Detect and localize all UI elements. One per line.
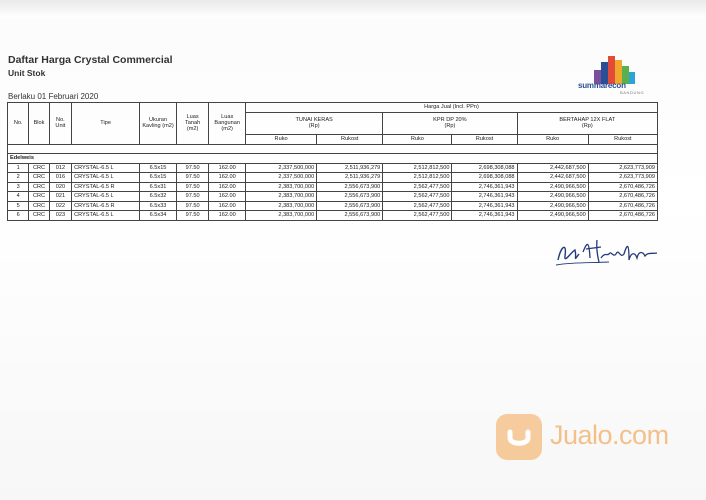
- cell-tipe: CRYSTAL-6.5 L: [72, 173, 140, 183]
- cell-bert-rukost: 2,670,486,726: [588, 201, 657, 211]
- header-no-unit: No. Unit: [49, 103, 71, 145]
- cell-bert-rukost: 2,670,486,726: [588, 182, 657, 192]
- jualo-watermark-text: Jualo.com: [550, 420, 669, 450]
- cell-bangunan: 162.00: [209, 173, 246, 183]
- cell-kpr-ruko: 2,512,812,500: [383, 163, 452, 173]
- header-kpr-rukost: Rukost: [452, 134, 517, 144]
- cell-bangunan: 162.00: [209, 211, 246, 221]
- cell-tunai-ruko: 2,383,700,000: [245, 182, 316, 192]
- signature-icon: [553, 232, 663, 272]
- cell-kpr-ruko: 2,512,812,500: [383, 173, 452, 183]
- price-table-body: [8, 144, 658, 220]
- group-label: Edelweis: [8, 154, 658, 164]
- cell-tipe: CRYSTAL-6.5 L: [72, 211, 140, 221]
- cell-ukuran: 6.5x33: [140, 201, 177, 211]
- cell-unit: 021: [49, 192, 71, 202]
- cell-tipe: CRYSTAL-6.5 R: [72, 201, 140, 211]
- table-row: [8, 192, 658, 202]
- cell-ukuran: 6.5x15: [140, 173, 177, 183]
- cell-kpr-rukost: 2,746,361,943: [452, 211, 517, 221]
- cell-no: 2: [8, 173, 29, 183]
- cell-unit: 022: [49, 201, 71, 211]
- cell-tunai-ruko: 2,383,700,000: [245, 211, 316, 221]
- jualo-smile-icon: [496, 414, 542, 460]
- cell-tipe: CRYSTAL-6.5 R: [72, 182, 140, 192]
- cell-kpr-ruko: 2,562,477,500: [383, 192, 452, 202]
- cell-blok: CRC: [29, 201, 49, 211]
- cell-ukuran: 6.5x32: [140, 192, 177, 202]
- cell-bert-rukost: 2,623,773,909: [588, 173, 657, 183]
- logo-brand: summarecon: [578, 81, 626, 90]
- cell-bangunan: 162.00: [209, 201, 246, 211]
- cell-tanah: 97.50: [176, 201, 209, 211]
- cell-kpr-rukost: 2,746,361,943: [452, 192, 517, 202]
- cell-bert-rukost: 2,670,486,726: [588, 192, 657, 202]
- header-bertahap-rukost: Rukost: [588, 134, 657, 144]
- cell-no: 4: [8, 192, 29, 202]
- cell-ukuran: 6.5x15: [140, 163, 177, 173]
- cell-bangunan: 162.00: [209, 163, 246, 173]
- cell-tanah: 97.50: [176, 192, 209, 202]
- header-tunai: [245, 112, 382, 134]
- cell-ukuran: 6.5x34: [140, 211, 177, 221]
- cell-tunai-ruko: 2,337,500,000: [245, 163, 316, 173]
- cell-ukuran: 6.5x31: [140, 182, 177, 192]
- header-ukuran: Ukuran Kavling (m2): [140, 103, 177, 145]
- table-row: [8, 163, 658, 173]
- header-tunai-unit: (Rp): [308, 123, 320, 129]
- cell-bert-rukost: 2,670,486,726: [588, 211, 657, 221]
- cell-bert-ruko: 2,490,966,500: [517, 211, 588, 221]
- header-bertahap-unit: (Rp): [581, 123, 593, 129]
- header-no: No.: [8, 103, 29, 145]
- document-subtitle: Unit Stok: [8, 68, 46, 78]
- cell-tunai-rukost: 2,511,936,279: [317, 173, 383, 183]
- cell-blok: CRC: [29, 211, 49, 221]
- cell-unit: 012: [49, 163, 71, 173]
- cell-blok: CRC: [29, 173, 49, 183]
- cell-bert-ruko: 2,490,966,500: [517, 192, 588, 202]
- table-row: [8, 173, 658, 183]
- cell-tunai-rukost: 2,511,936,279: [317, 163, 383, 173]
- cell-no: 1: [8, 163, 29, 173]
- header-harga-jual: Harga Jual (Incl. PPn): [245, 103, 657, 113]
- cell-tunai-rukost: 2,556,673,900: [317, 211, 383, 221]
- logo-location: BANDUNG: [620, 90, 645, 95]
- header-kpr-label: KPR DP 20%: [433, 116, 467, 123]
- header-bertahap: [517, 112, 657, 134]
- table-row: [8, 211, 658, 221]
- cell-kpr-rukost: 2,698,308,088: [452, 173, 517, 183]
- cell-tanah: 97.50: [176, 173, 209, 183]
- header-kpr: [383, 112, 517, 134]
- cell-blok: CRC: [29, 182, 49, 192]
- effective-date: Berlaku 01 Februari 2020: [8, 92, 99, 101]
- header-tunai-ruko: Ruko: [245, 134, 316, 144]
- cell-unit: 020: [49, 182, 71, 192]
- cell-tipe: CRYSTAL-6.5 L: [72, 163, 140, 173]
- cell-tanah: 97.50: [176, 211, 209, 221]
- group-row: [8, 154, 658, 164]
- cell-no: 5: [8, 201, 29, 211]
- scan-shadow: [0, 0, 706, 18]
- price-table: [7, 102, 658, 221]
- cell-tanah: 97.50: [176, 163, 209, 173]
- table-row: [8, 182, 658, 192]
- cell-tunai-ruko: 2,337,500,000: [245, 173, 316, 183]
- cell-unit: 023: [49, 211, 71, 221]
- document-title: Daftar Harga Crystal Commercial: [8, 54, 173, 66]
- header-tunai-rukost: Rukost: [317, 134, 383, 144]
- header-luas-tanah: Luas Tanah (m2): [176, 103, 209, 145]
- cell-kpr-ruko: 2,562,477,500: [383, 182, 452, 192]
- cell-tunai-ruko: 2,383,700,000: [245, 192, 316, 202]
- cell-bangunan: 162.00: [209, 192, 246, 202]
- cell-blok: CRC: [29, 163, 49, 173]
- cell-tunai-ruko: 2,383,700,000: [245, 201, 316, 211]
- cell-bert-ruko: 2,490,966,500: [517, 182, 588, 192]
- cell-kpr-ruko: 2,562,477,500: [383, 201, 452, 211]
- cell-bert-ruko: 2,442,687,500: [517, 173, 588, 183]
- cell-bert-ruko: 2,442,687,500: [517, 163, 588, 173]
- table-row: [8, 201, 658, 211]
- cell-no: 3: [8, 182, 29, 192]
- header-luas-bangunan: Luas Bangunan (m2): [209, 103, 246, 145]
- cell-unit: 016: [49, 173, 71, 183]
- cell-no: 6: [8, 211, 29, 221]
- header-tunai-label: TUNAI KERAS: [295, 116, 333, 123]
- cell-tunai-rukost: 2,556,673,900: [317, 192, 383, 202]
- cell-bangunan: 162.00: [209, 182, 246, 192]
- cell-tunai-rukost: 2,556,673,900: [317, 201, 383, 211]
- jualo-watermark: [496, 414, 676, 462]
- header-tipe: Tipe: [72, 103, 140, 145]
- cell-bert-ruko: 2,490,966,500: [517, 201, 588, 211]
- header-kpr-unit: (Rp): [444, 123, 456, 129]
- cell-blok: CRC: [29, 192, 49, 202]
- cell-tanah: 97.50: [176, 182, 209, 192]
- cell-tipe: CRYSTAL-6.5 L: [72, 192, 140, 202]
- cell-kpr-rukost: 2,698,308,088: [452, 163, 517, 173]
- spacer-row: [8, 144, 658, 154]
- cell-tunai-rukost: 2,556,673,900: [317, 182, 383, 192]
- header-blok: Blok: [29, 103, 49, 145]
- cell-kpr-ruko: 2,562,477,500: [383, 211, 452, 221]
- cell-bert-rukost: 2,623,773,909: [588, 163, 657, 173]
- cell-kpr-rukost: 2,746,361,943: [452, 201, 517, 211]
- header-bertahap-ruko: Ruko: [517, 134, 588, 144]
- cell-kpr-rukost: 2,746,361,943: [452, 182, 517, 192]
- header-kpr-ruko: Ruko: [383, 134, 452, 144]
- header-bertahap-label: BERTAHAP 12X FLAT: [559, 116, 616, 123]
